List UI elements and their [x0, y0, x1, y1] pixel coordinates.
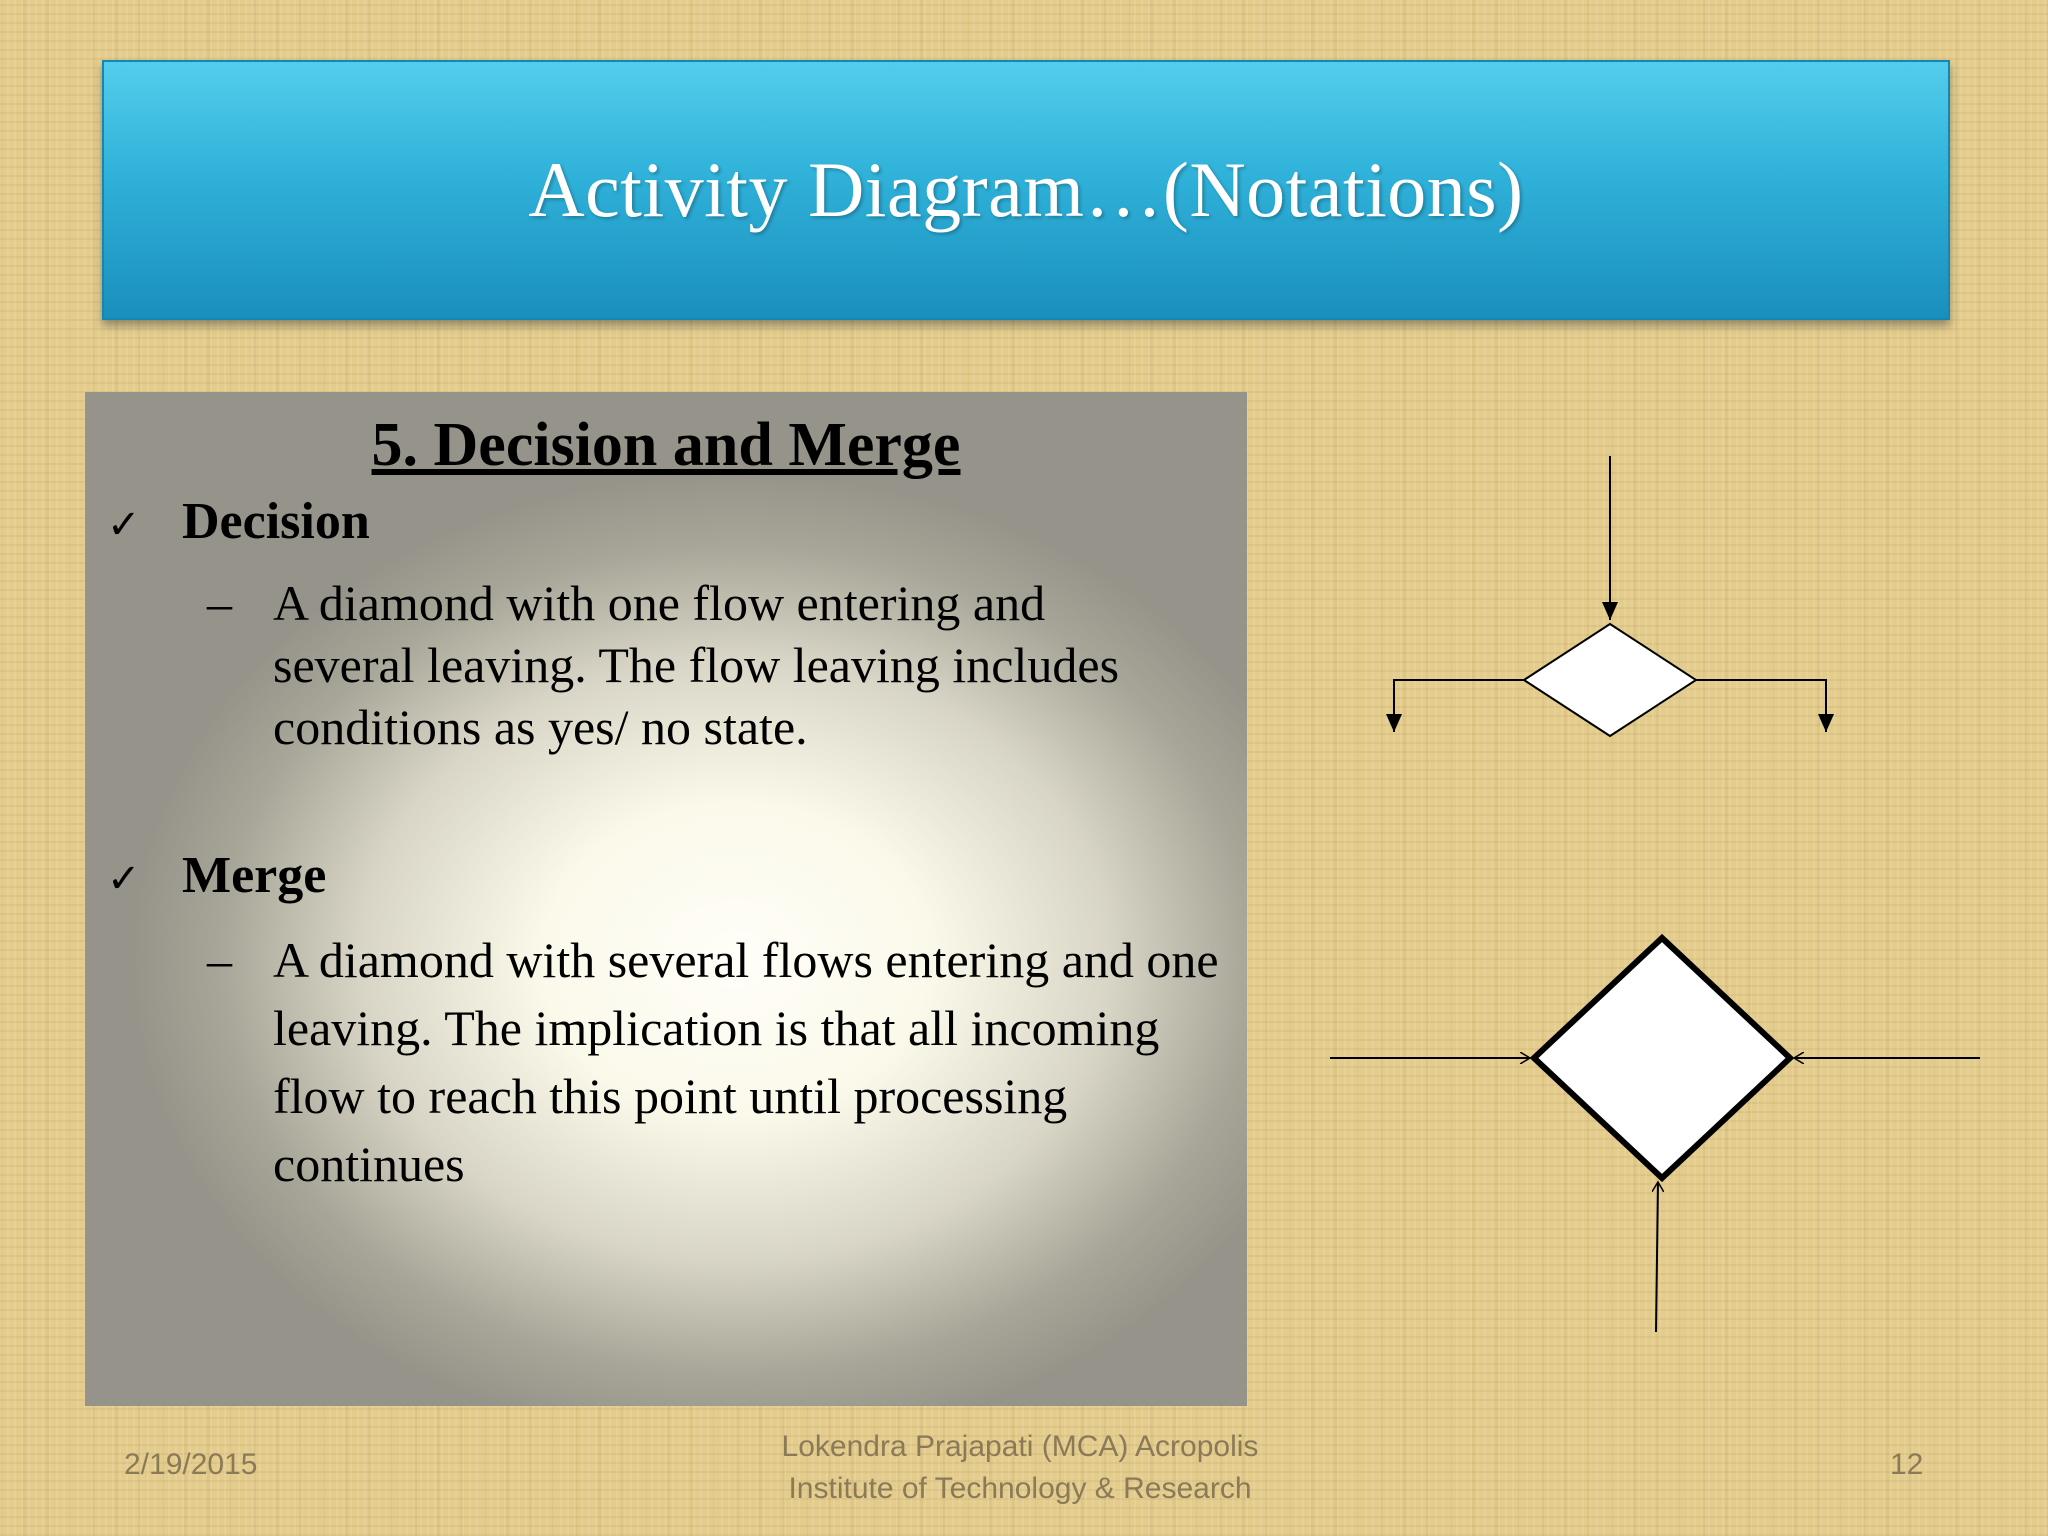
merge-description-item — [207, 926, 1253, 1198]
footer-author-line1: Lokendra Prajapati (MCA) Acropolis — [781, 1430, 1259, 1463]
slide-title: Activity Diagram…(Notations) — [528, 146, 1524, 233]
bullet-merge-label: Merge — [182, 847, 327, 904]
merge-incoming-flow-bottom — [1656, 1182, 1658, 1332]
bullet-merge — [107, 846, 326, 905]
dash-icon: – — [207, 575, 232, 631]
footer-author-line2: Institute of Technology & Research — [788, 1472, 1252, 1505]
decision-description: A diamond with one flow entering and several leaving. The flow leaving includes conditions as yes/ no state. — [273, 575, 1120, 755]
merge-description: A diamond with several flows entering and one leaving. The implication is that all incoming flow to reach this point until processing continues — [273, 932, 1219, 1192]
checkmark-icon: ✓ — [107, 502, 141, 548]
footer-author — [700, 1426, 1340, 1510]
notation-diagram — [1290, 440, 2010, 1340]
decision-diamond — [1524, 624, 1696, 736]
decision-outgoing-flow-left — [1394, 680, 1524, 732]
merge-symbol — [1330, 938, 1980, 1332]
bullet-decision-label: Decision — [182, 493, 370, 550]
merge-diamond — [1534, 938, 1790, 1178]
footer-page-number: 12 — [1890, 1448, 1924, 1481]
checkmark-icon: ✓ — [107, 856, 141, 902]
section-heading: 5. Decision and Merge — [371, 411, 961, 479]
decision-outgoing-flow-right — [1696, 680, 1826, 732]
content-panel — [85, 392, 1247, 1406]
title-banner — [102, 60, 1950, 320]
dash-icon: – — [207, 932, 232, 988]
decision-description-item — [207, 572, 1173, 758]
footer-date: 2/19/2015 — [124, 1448, 258, 1481]
decision-symbol — [1394, 456, 1826, 736]
bullet-decision — [107, 492, 370, 551]
